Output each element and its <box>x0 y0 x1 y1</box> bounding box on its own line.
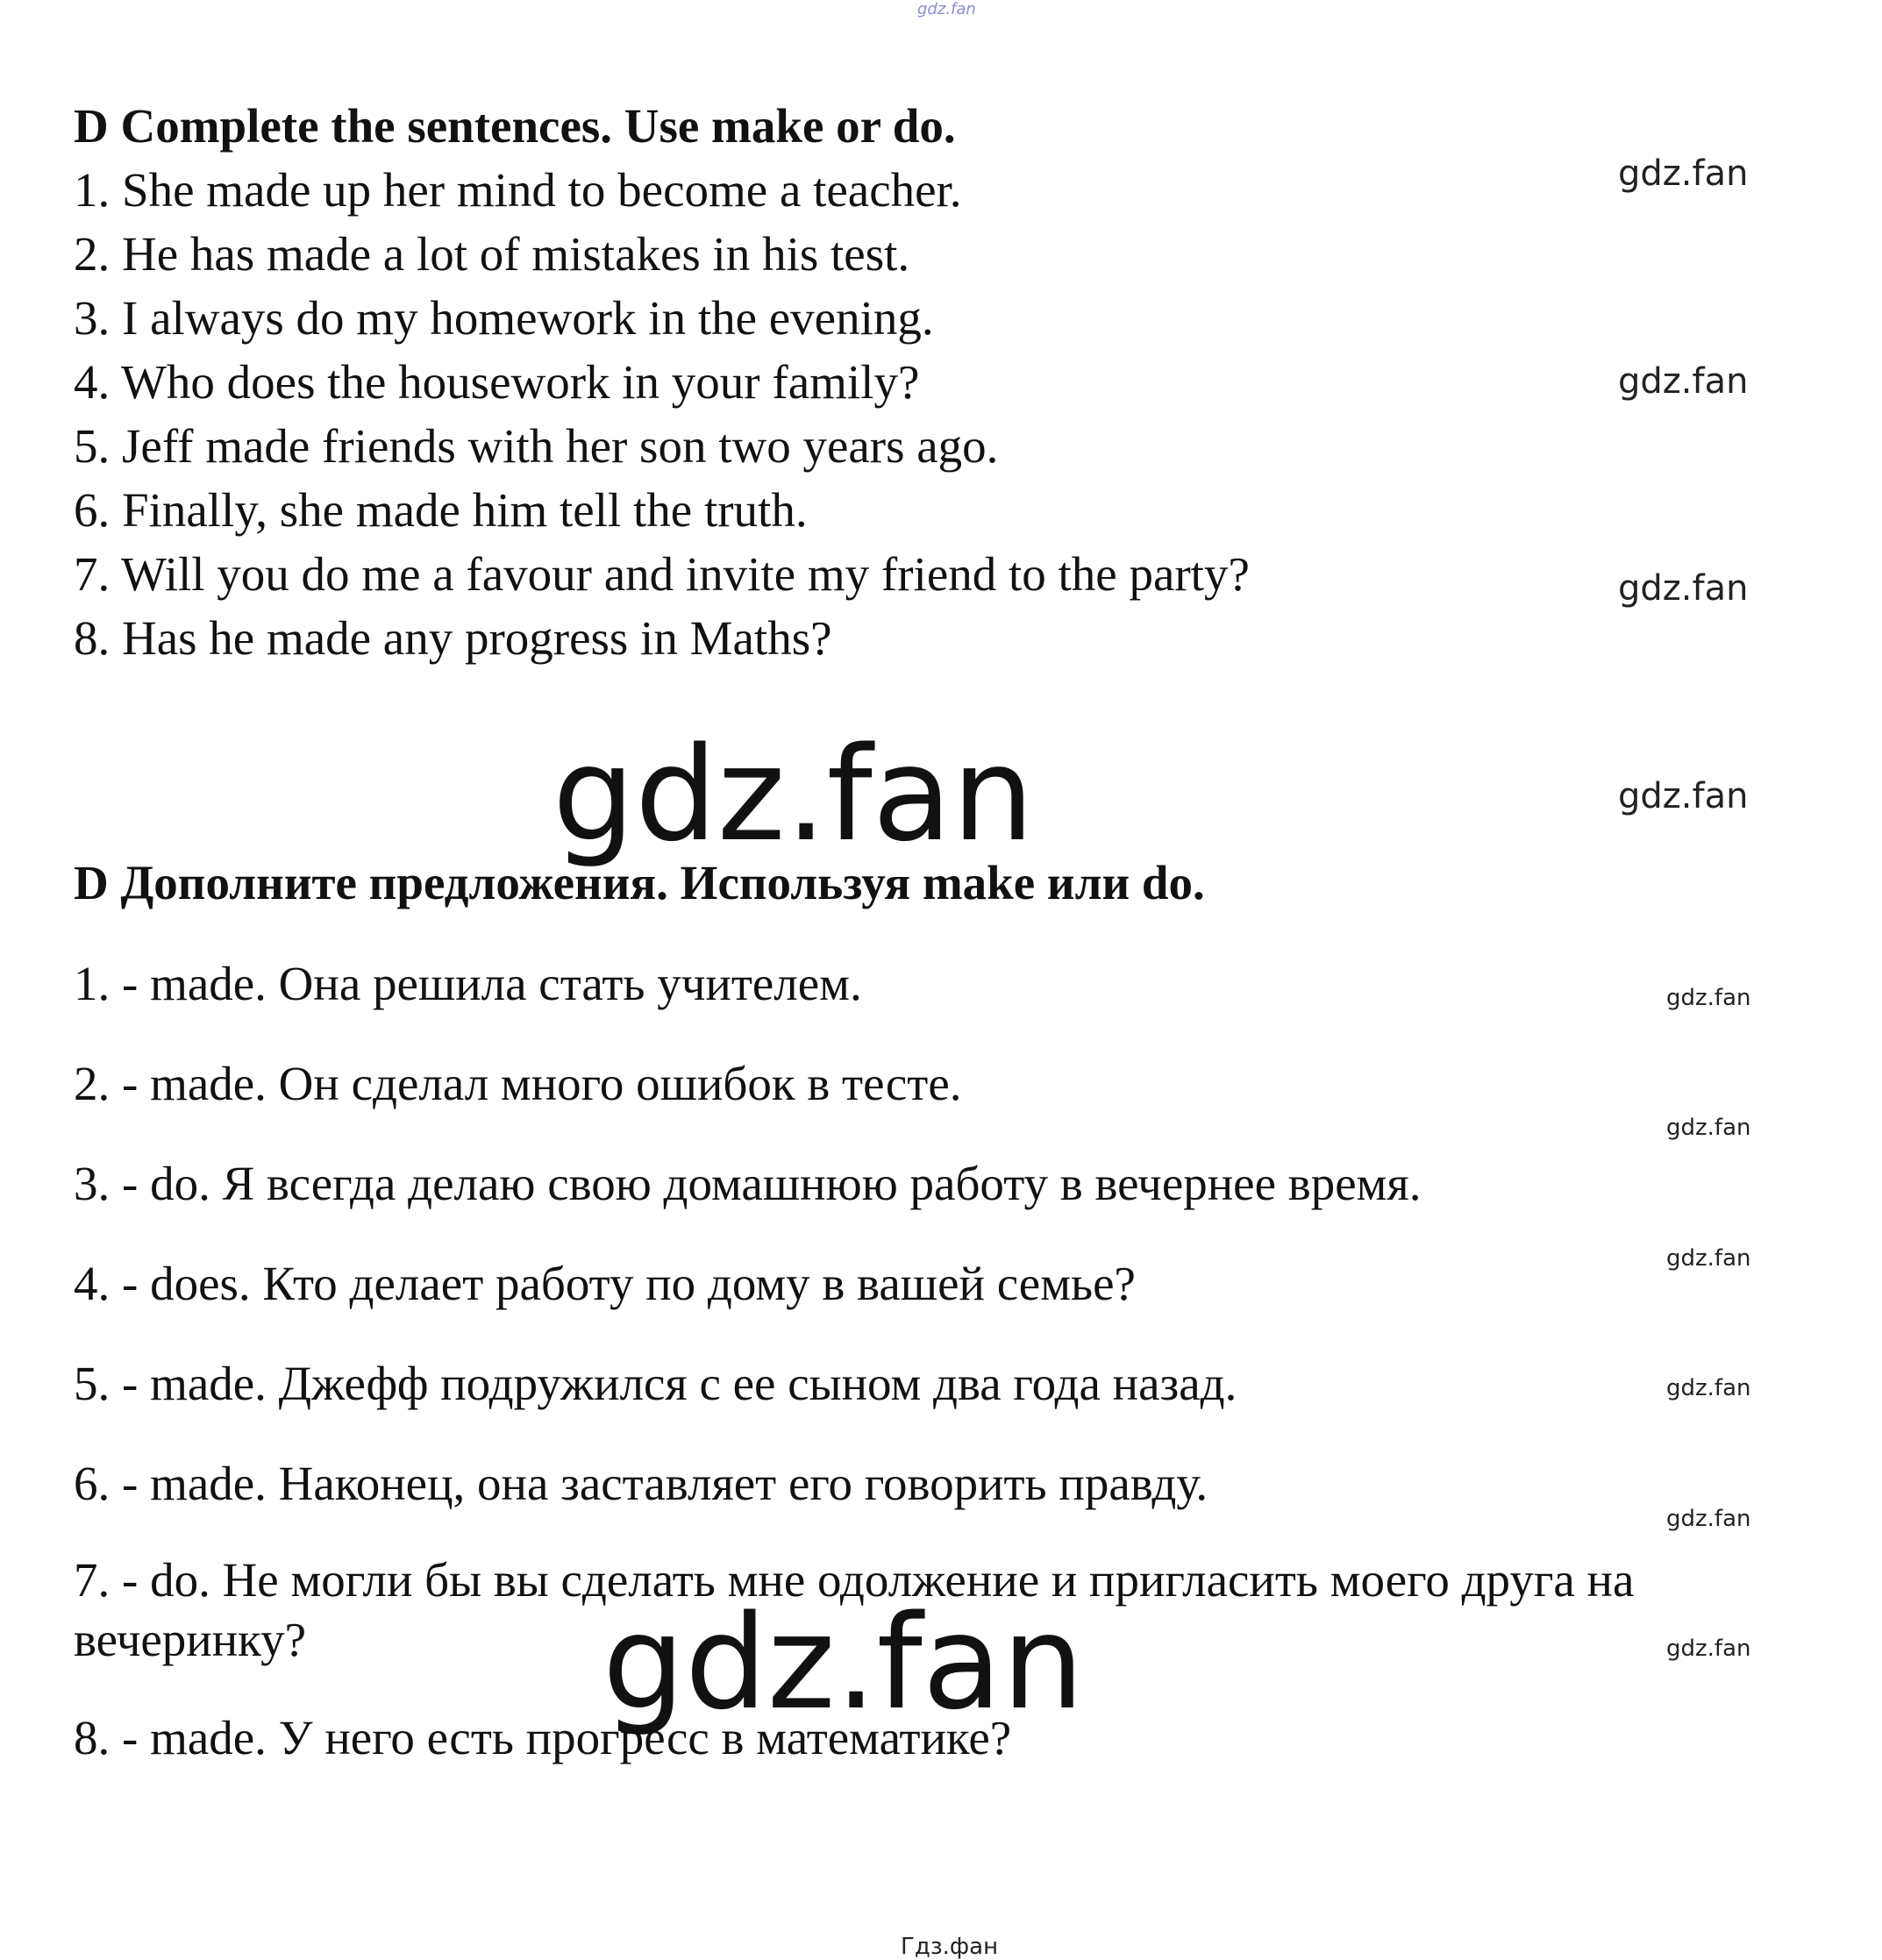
translation-answer-4: 4. - does. Кто делает работу по дому в вашей семье? <box>74 1257 1136 1310</box>
translation-answer-2: 2. - made. Он сделал много ошибок в тесте. <box>74 1057 962 1110</box>
watermark-big-2: gdz.fan <box>602 1587 1085 1738</box>
watermark-small-1: gdz.fan <box>1666 985 1751 1011</box>
exercise-sentence-8: 8. Has he made any progress in Maths? <box>74 611 832 665</box>
exercise-sentence-3: 3. I always do my homework in the evening. <box>74 291 934 345</box>
translation-answer-6: 6. - made. Наконец, она заставляет его говорить правду. <box>74 1457 1208 1510</box>
exercise-sentence-6: 6. Finally, she made him tell the truth. <box>74 483 808 537</box>
exercise-sentence-4: 4. Who does the housework in your family? <box>74 355 920 409</box>
watermark-small-3: gdz.fan <box>1666 1245 1751 1272</box>
watermark-small-6: gdz.fan <box>1666 1636 1751 1662</box>
translation-answer-8: 8. - made. У него есть прогресс в математике? <box>74 1711 1012 1764</box>
translation-answer-7: 7. - do. Не могли бы вы сделать мне одолжение и пригласить моего друга на вечеринку? <box>74 1553 1635 1666</box>
exercise-sentence-7: 7. Will you do me a favour and invite my friend to the party? <box>74 547 1250 601</box>
translation-answer-5: 5. - made. Джефф подружился с ее сыном два года назад. <box>74 1357 1237 1410</box>
exercise-sentence-5: 5. Jeff made friends with her son two years ago. <box>74 419 999 473</box>
watermark-bottom: Гдз.фан <box>901 1934 999 1960</box>
watermark-right-3: gdz.fan <box>1618 568 1749 609</box>
watermark-right-1: gdz.fan <box>1618 153 1749 194</box>
watermark-small-2: gdz.fan <box>1666 1115 1751 1141</box>
watermark-right-2: gdz.fan <box>1618 361 1749 402</box>
watermark-right-4: gdz.fan <box>1618 776 1749 816</box>
translation-answer-3: 3. - do. Я всегда делаю свою домашнюю работу в вечернее время. <box>74 1157 1422 1210</box>
watermark-top: gdz.fan <box>917 0 976 18</box>
translation-heading: D Дополните предложения. Используя make или do. <box>74 856 1205 909</box>
exercise-sentence-2: 2. He has made a lot of mistakes in his test. <box>74 227 910 281</box>
translation-answer-1: 1. - made. Она решила стать учителем. <box>74 957 862 1010</box>
watermark-small-4: gdz.fan <box>1666 1375 1751 1401</box>
exercise-heading: D Complete the sentences. Use make or do. <box>74 99 956 153</box>
watermark-small-5: gdz.fan <box>1666 1506 1751 1532</box>
watermark-big-1: gdz.fan <box>552 719 1035 870</box>
exercise-sentence-1: 1. She made up her mind to become a teacher. <box>74 163 962 217</box>
